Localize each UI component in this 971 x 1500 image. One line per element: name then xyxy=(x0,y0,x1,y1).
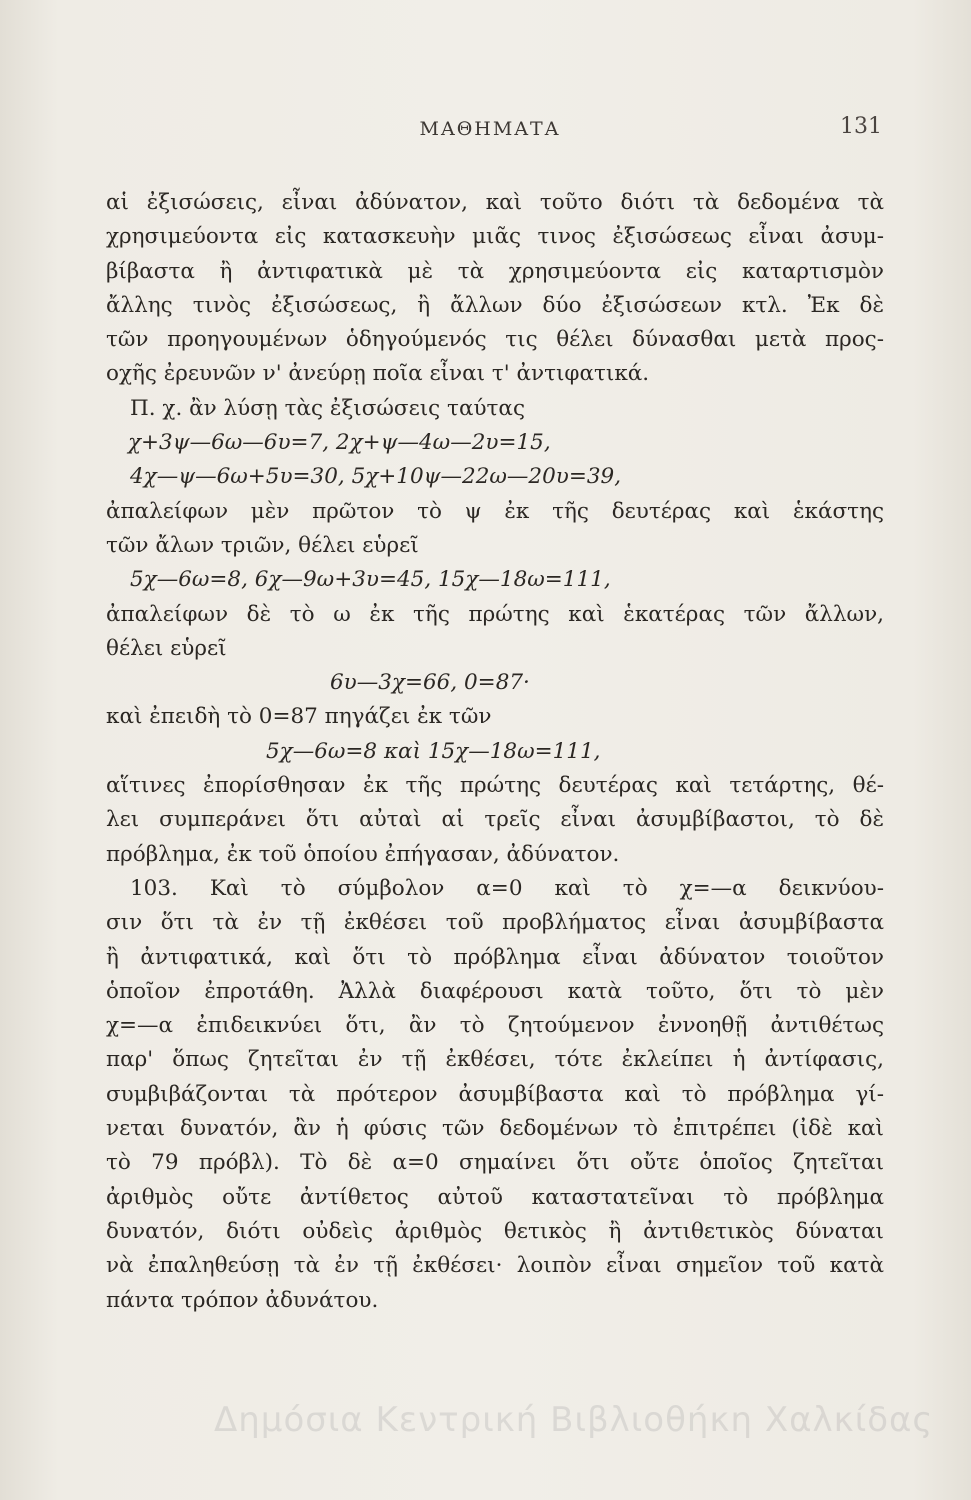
equation-line: 5χ—6ω=8 καὶ 15χ—18ω=111, xyxy=(266,738,601,764)
text-line: σιν ὅτι τὰ ἐν τῇ ἐκθέσει τοῦ προβλήματος εἶναι ἀσυμβίβαστα xyxy=(106,910,884,936)
text-line: παρ' ὅπως ζητεῖται ἐν τῇ ἐκθέσει, τότε ἐκλείπει ἡ ἀντίφασις, xyxy=(106,1047,884,1073)
equation-line: 6υ—3χ=66, 0=87· xyxy=(330,670,530,696)
running-head: ΜΑΘΗΜΑΤΑ xyxy=(419,118,561,140)
text-line: τὸ 79 πρόβλ). Τὸ δὲ α=0 σημαίνει ὅτι οὔτε ὁποῖος ζητεῖται xyxy=(106,1150,884,1176)
text-line: πρόβλημα, ἐκ τοῦ ὁποίου ἐπήγασαν, ἀδύνατον. xyxy=(106,841,620,867)
text-line: θέλει εὑρεῖ xyxy=(106,635,227,661)
text-line: χρησιμεύοντα εἰς κατασκευὴν μιᾶς τινος ἐξισώσεως εἶναι ἀσυμ- xyxy=(106,224,884,250)
text-line: καὶ ἐπειδὴ τὸ 0=87 πηγάζει ἐκ τῶν xyxy=(106,704,492,730)
text-line: νὰ ἐπαληθεύσῃ τὰ ἐν τῇ ἐκθέσει· λοιπὸν εἶναι σημεῖον τοῦ κατὰ xyxy=(106,1253,884,1279)
equation-line: 5χ—6ω=8, 6χ—9ω+3υ=45, 15χ—18ω=111, xyxy=(130,567,611,593)
text-line: βίβαστα ἢ ἀντιφατικὰ μὲ τὰ χρησιμεύοντα εἰς καταρτισμὸν xyxy=(106,258,884,284)
text-line: συμβιβάζονται τὰ πρότερον ἀσυμβίβαστα καὶ τὸ πρόβλημα γί- xyxy=(106,1081,884,1107)
text-line: ἀπαλείφων μὲν πρῶτον τὸ ψ ἐκ τῆς δευτέρας καὶ ἑκάστης xyxy=(106,498,884,524)
library-watermark: Δημόσια Κεντρική Βιβλιοθήκη Χαλκίδας xyxy=(214,1400,934,1440)
text-line: ἢ ἀντιφατικά, καὶ ὅτι τὸ πρόβλημα εἶναι ἀδύνατον τοιοῦτον xyxy=(106,944,884,970)
text-line: χ=—α ἐπιδεικνύει ὅτι, ἂν τὸ ζητούμενον ἐννοηθῇ ἀντιθέτως xyxy=(106,1013,884,1039)
text-line: νεται δυνατόν, ἂν ἡ φύσις τῶν δεδομένων τὸ ἐπιτρέπει (ἰδὲ καὶ xyxy=(106,1116,884,1142)
text-line: τῶν προηγουμένων ὁδηγούμενός τις θέλει δύνασθαι μετὰ προς- xyxy=(106,327,884,353)
page-header xyxy=(100,114,882,148)
page-number: 131 xyxy=(840,114,882,139)
text-line: τῶν ἄλων τριῶν, θέλει εὑρεῖ xyxy=(106,532,419,558)
text-line: αἵτινες ἐπορίσθησαν ἐκ τῆς πρώτης δευτέρας καὶ τετάρτης, θέ- xyxy=(106,773,884,799)
text-line: αἱ ἐξισώσεις, εἶναι ἀδύνατον, καὶ τοῦτο διότι τὰ δεδομένα τὰ xyxy=(106,190,884,215)
text-line: ἀριθμὸς οὔτε ἀντίθετος αὐτοῦ καταστατεῖναι τὸ πρόβλημα xyxy=(106,1184,884,1210)
text-line: πάντα τρόπον ἀδυνάτου. xyxy=(106,1287,379,1313)
page-body xyxy=(106,186,884,1318)
text-line: ἀπαλείφων δὲ τὸ ω ἐκ τῆς πρώτης καὶ ἑκατέρας τῶν ἄλλων, xyxy=(106,601,884,627)
text-line: Π. χ. ἂν λύσῃ τὰς ἐξισώσεις ταύτας xyxy=(130,395,525,421)
text-line: δυνατόν, διότι οὐδεὶς ἀριθμὸς θετικὸς ἢ ἀντιθετικὸς δύναται xyxy=(106,1218,884,1244)
text-line: λει συμπεράνει ὅτι αὐταὶ αἱ τρεῖς εἶναι ἀσυμβίβαστοι, τὸ δὲ xyxy=(106,807,884,833)
equation-line: χ+3ψ—6ω—6υ=7, 2χ+ψ—4ω—2υ=15, xyxy=(128,430,551,456)
text-line: ἄλλης τινὸς ἐξισώσεως, ἢ ἄλλων δύο ἐξισώσεων κτλ. Ἐκ δὲ xyxy=(106,292,884,318)
equation-line: 4χ—ψ—6ω+5υ=30, 5χ+10ψ—22ω—20υ=39, xyxy=(130,464,622,490)
text-line: ὁποῖον ἐπροτάθη. Ἀλλὰ διαφέρουσι κατὰ τοῦτο, ὅτι τὸ μὲν xyxy=(106,978,884,1004)
text-line: οχῆς ἐρευνῶν ν' ἀνεύρῃ ποῖα εἶναι τ' ἀντιφατικά. xyxy=(106,361,650,387)
section-103-start: 103. Καὶ τὸ σύμβολον α=0 καὶ τὸ χ=—α δεικνύου- xyxy=(130,875,884,901)
